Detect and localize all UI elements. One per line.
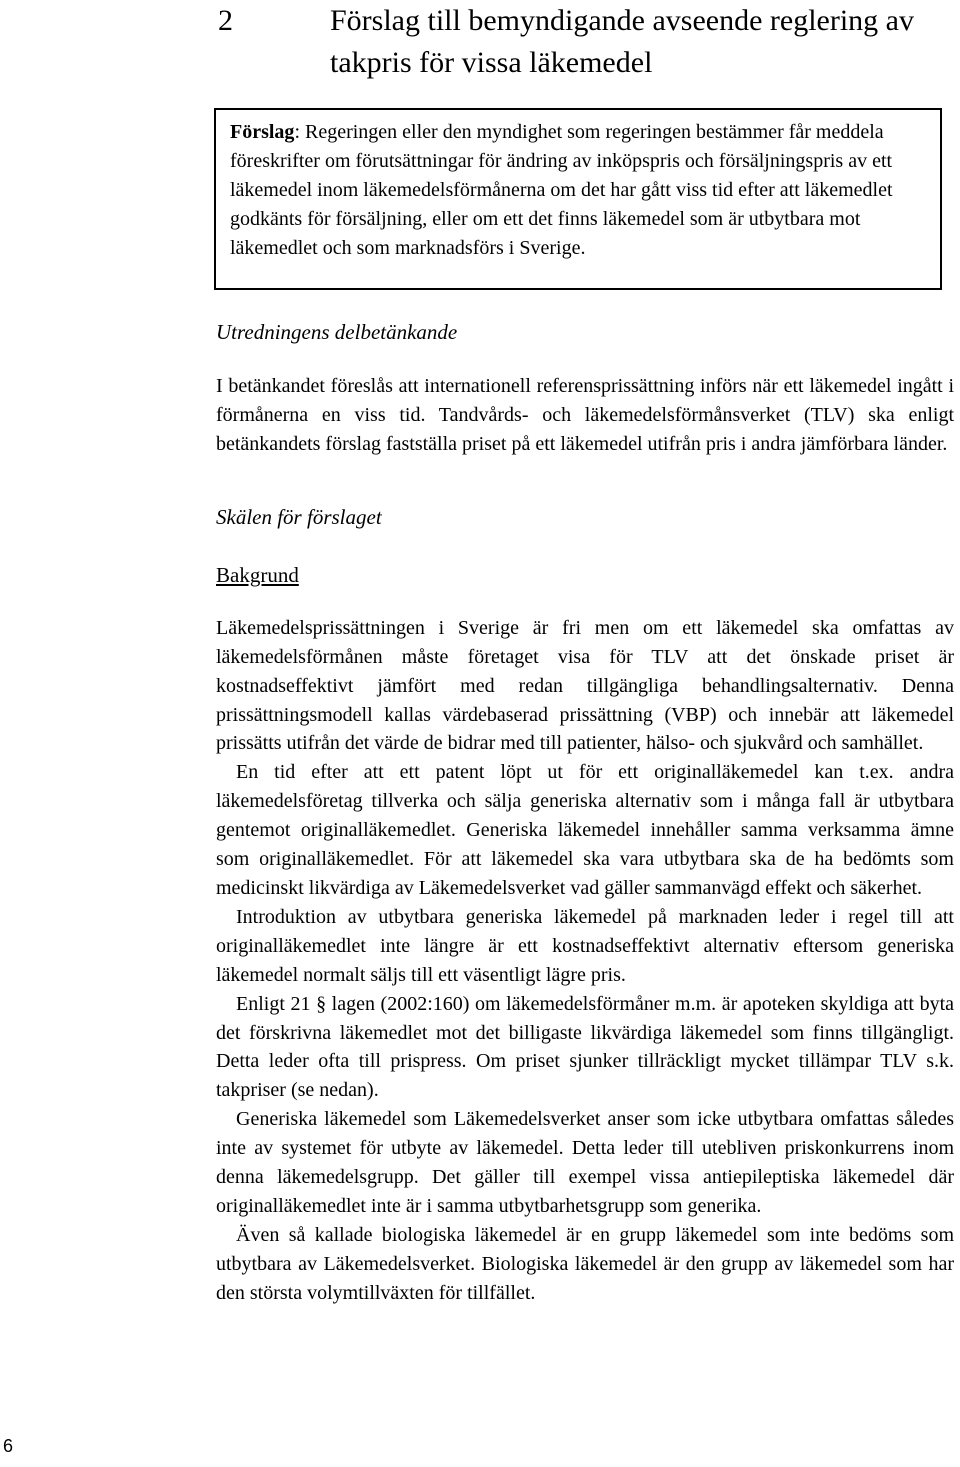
page-number: 6: [3, 1436, 14, 1456]
body-paragraph: En tid efter att ett patent löpt ut för ett originalläkemedel kan t.ex. andra läkemedelsföretag tillverka och sälja generiska alternativ som i många fall är utbytbara gentemot originalläkemedlet. Generiska läkemedel innehåller samma verksamma ämne som originalläkemedlet. För att läkemedel ska vara utbytbara ska de ha bedömts som medicinskt likvärdiga av Läkemedelsverket vad gäller sammanvägd effekt och säkerhet.: [216, 761, 954, 899]
body-paragraph: Introduktion av utbytbara generiska läkemedel på marknaden leder i regel till att originalläkemedlet inte längre är ett kostnadseffektivt alternativ eftersom generiska läkemedel normalt säljs till ett väsentligt lägre pris.: [216, 905, 954, 986]
body-paragraph: Läkemedelsprissättningen i Sverige är fri men om ett läkemedel ska omfattas av läkemedelsförmånen måste företaget visa för TLV att det önskade priset är kostnadseffektivt jämfört med redan tillgängliga behandlingsalternativ. Denna prissättningsmodell kallas värdebaserad prissättning (VBP) och innebär att läkemedel prissätts utifrån det värde de bidrar med till patienter, hälso- och sjukvård och samhället.: [216, 616, 954, 755]
inquiry-heading: Utredningens delbetänkande: [216, 320, 458, 344]
reasons-section: [216, 503, 954, 1308]
inquiry-text: I betänkandet föreslås att internationell referensprissättning införs när ett läkemedel ingått i förmånerna en viss tid. Tandvårds- och läkemedelsförmånsverket (TLV) ska enligt betänkandets förslag fastställa priset på ett läkemedel utifrån pris i andra jämförbara länder.: [216, 374, 954, 455]
proposal-lead: Förslag: [230, 121, 295, 143]
reasons-heading: Skälen för förslaget: [216, 505, 382, 529]
proposal-box: [214, 108, 942, 290]
body-paragraph: Även så kallade biologiska läkemedel är en grupp läkemedel som inte bedöms som utbytbara av Läkemedelsverket. Biologiska läkemedel är den grupp av läkemedel som har den största volymtillväxten för tillfället.: [216, 1223, 954, 1304]
chapter-title: Förslag till bemyndigande avseende reglering av takpris för vissa läkemedel: [330, 4, 914, 79]
background-heading: Bakgrund: [216, 562, 299, 587]
body-paragraph: Generiska läkemedel som Läkemedelsverket anser som icke utbytbara omfattas således inte av systemet för utbyte av läkemedel. Detta leder till utebliven priskonkurrens inom denna läkemedelsgrupp. Det gäller till exempel vissa antiepileptiska läkemedel där originalläkemedlet inte är i samma utbytbarhetsgrupp som generika.: [216, 1108, 954, 1217]
proposal-text: : Regeringen eller den myndighet som regeringen bestämmer får meddela föreskrifter om förutsättningar för ändring av inköpspris och försäljningspris av ett läkemedel inom läkemedelsförmånerna om det har gått viss tid efter att läkemedlet godkänts för försäljning, eller om ett det finns läkemedel som är utbytbara mot läkemedlet och som marknadsförs i Sverige.: [230, 121, 893, 259]
body-paragraph: Enligt 21 § lagen (2002:160) om läkemedelsförmåner m.m. är apoteken skyldiga att byta det förskrivna läkemedlet mot det billigaste likvärdiga läkemedel som finns tillgängligt. Detta leder ofta till prispress. Om priset sjunker tillräckligt mycket tillämpar TLV s.k. takpriser (se nedan).: [216, 992, 954, 1102]
chapter-number: 2: [218, 4, 233, 37]
inquiry-section: [216, 318, 954, 459]
